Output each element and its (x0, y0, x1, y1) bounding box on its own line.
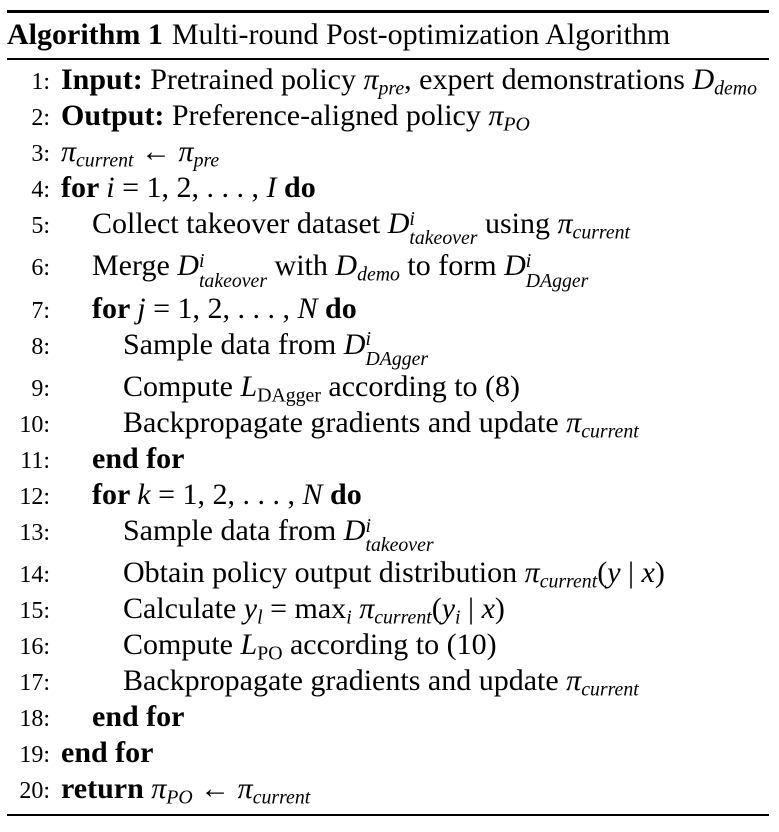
text-segment: N (302, 477, 323, 511)
keyword: end for (92, 441, 185, 475)
text-segment: Compute (123, 369, 241, 403)
line-content (50, 700, 768, 734)
line-number: 11: (20, 447, 50, 474)
text-segment: Backpropagate gradients and update (123, 664, 567, 698)
line-content (50, 369, 768, 407)
subscript: PO (503, 113, 530, 136)
keyword: do (322, 477, 362, 511)
keyword: end for (61, 736, 154, 770)
line-number: 4: (31, 177, 50, 203)
line-content (50, 592, 768, 629)
math-var: πPO (488, 99, 530, 136)
algorithm-line-16 (7, 628, 768, 664)
line-content (50, 135, 768, 172)
text-segment: , expert demonstrations (404, 63, 693, 96)
keyword: return (61, 772, 152, 806)
line-number: 15: (19, 598, 50, 625)
keyword: end for (92, 700, 185, 734)
text-segment: ) (654, 556, 665, 590)
line-content (50, 664, 768, 701)
algorithm-title: Multi-round Post-optimization Algorithm (171, 18, 671, 51)
text-segment: according to (8) (320, 369, 521, 403)
math-var: D i DAgger (343, 327, 429, 371)
text-segment: Calculate (123, 592, 244, 626)
math-var: πcurrent (566, 405, 639, 443)
text-segment: Backpropagate gradients and update (123, 405, 567, 439)
algorithm-line-5 (7, 207, 768, 249)
line-content (50, 628, 768, 665)
text-segment: Obtain policy output distribution (123, 556, 525, 590)
keyword: for (92, 477, 138, 511)
math-var: πPO (151, 772, 193, 809)
line-number: 10: (19, 411, 50, 438)
subscript: current (572, 221, 631, 244)
subscript: pre (378, 77, 405, 100)
subscript: i (455, 606, 461, 629)
text-segment: j (137, 291, 146, 325)
subscript: DAgger (257, 384, 321, 407)
text-segment: = 1, 2, . . . , (114, 171, 267, 204)
line-content (50, 736, 768, 770)
algorithm-line-19 (7, 736, 768, 772)
subscript: current (252, 786, 311, 809)
stacked-scripts: i takeover (409, 207, 478, 250)
text-segment: | (620, 556, 642, 590)
text-segment: ( (431, 592, 442, 626)
algorithm-line-15 (7, 592, 768, 628)
algorithm-body (0, 60, 779, 814)
algorithm-line-7 (7, 292, 768, 328)
math-var: πcurrent (557, 207, 631, 244)
algorithm-line-20 (7, 772, 768, 808)
text-segment: ← (192, 772, 238, 806)
line-content (50, 99, 768, 136)
algorithm-line-17 (7, 664, 768, 700)
subscript: i (346, 606, 352, 629)
line-number: 14: (19, 562, 50, 589)
line-content (50, 442, 768, 476)
algorithm-label: Algorithm 1 (7, 18, 163, 51)
algorithm-line-18 (7, 700, 768, 736)
line-content (50, 556, 768, 593)
keyword: for (92, 291, 138, 325)
text-segment: Collect takeover dataset (92, 207, 388, 240)
keyword: do (276, 171, 316, 204)
line-number: 5: (31, 213, 50, 239)
line-content (50, 405, 768, 443)
algorithm-line-3 (7, 135, 768, 171)
text-segment: Sample data from (123, 513, 344, 547)
text-segment: x (481, 592, 495, 626)
keyword: Output: (61, 99, 172, 132)
line-number: 1: (31, 69, 50, 95)
line-number: 7: (31, 297, 50, 324)
subscript: PO (257, 642, 283, 665)
keyword: for (61, 171, 107, 204)
math-var: πcurrent (237, 772, 311, 809)
stacked-scripts: i takeover (365, 514, 434, 557)
line-number: 3: (31, 141, 50, 167)
text-segment: Pretrained policy (150, 63, 364, 96)
math-var: Ddemo (692, 63, 757, 100)
algorithm-line-11 (7, 442, 768, 478)
text-segment: Merge (92, 249, 178, 283)
subscript: PO (166, 786, 193, 809)
text-segment: Compute (123, 628, 241, 662)
line-content (27, 63, 768, 100)
line-content (50, 207, 768, 249)
math-var: yl (243, 592, 263, 629)
math-var: D i DAgger (504, 249, 589, 292)
line-number: 19: (19, 742, 50, 769)
math-var: maxi (294, 592, 352, 629)
line-content (50, 478, 768, 512)
text-segment: | (460, 592, 482, 626)
line-number: 9: (31, 375, 50, 402)
algorithm-line-13 (7, 514, 768, 556)
subscript: pre (193, 149, 220, 172)
line-number: 18: (19, 706, 50, 733)
math-var: πcurrent (524, 556, 598, 593)
math-var: yi (441, 592, 461, 629)
subscript: current (581, 420, 639, 443)
text-segment: Preference-aligned policy (171, 99, 489, 132)
subscript: current (374, 606, 432, 629)
line-content (50, 514, 768, 556)
line-number: 17: (19, 670, 50, 697)
text-segment: = 1, 2, . . . , (150, 477, 303, 511)
subscript: current (539, 570, 598, 593)
algorithm-line-6 (7, 249, 768, 291)
text-segment: using (477, 207, 558, 240)
text-segment: according to (10) (282, 628, 497, 662)
math-var: Ddemo (335, 249, 400, 286)
line-number: 8: (31, 333, 50, 360)
text-segment: i (106, 171, 115, 204)
text-segment: I (266, 171, 277, 204)
algorithm-line-9 (7, 370, 768, 406)
math-var: πcurrent (61, 135, 134, 172)
text-segment: y (607, 556, 621, 590)
stacked-scripts: i takeover (198, 249, 268, 292)
math-var: πpre (363, 63, 405, 100)
algorithm-line-12 (7, 478, 768, 514)
math-var: LDAgger (240, 369, 321, 407)
stacked-scripts: i DAgger (525, 249, 589, 292)
line-number: 20: (19, 778, 50, 805)
text-segment: Sample data from (123, 327, 344, 361)
bottom-rule (7, 814, 769, 816)
line-number: 12: (19, 483, 50, 510)
math-var: πcurrent (566, 664, 639, 701)
line-content (50, 171, 768, 205)
line-number: 16: (19, 634, 50, 661)
text-segment: x (641, 556, 655, 590)
algorithm-line-4 (7, 171, 768, 207)
text-segment: k (137, 477, 151, 511)
algorithm-line-1 (7, 63, 768, 99)
algorithm-line-8 (7, 328, 768, 370)
text-segment: with (267, 249, 336, 283)
line-number: 6: (31, 255, 50, 282)
line-number: 2: (31, 105, 50, 131)
subscript: demo (357, 263, 400, 286)
line-content (50, 772, 768, 809)
subscript: current (581, 678, 639, 701)
text-segment: ( (597, 556, 608, 590)
math-var: πpre (178, 135, 220, 172)
line-content (50, 292, 768, 326)
text-segment: = (262, 592, 295, 626)
algorithm-line-2 (7, 99, 768, 135)
math-var: D i takeover (387, 207, 478, 250)
line-content (50, 249, 768, 291)
text-segment: ) (494, 592, 505, 626)
subscript: demo (714, 77, 757, 100)
text-segment: ← (133, 135, 179, 168)
stacked-scripts: i DAgger (365, 328, 429, 371)
algorithm-line-14 (7, 556, 768, 592)
algorithm-line-10 (7, 406, 768, 442)
line-number: 13: (19, 519, 50, 546)
text-segment: N (297, 291, 318, 325)
math-var: πcurrent (359, 592, 432, 629)
math-var: D i takeover (177, 249, 268, 292)
keyword: do (317, 291, 357, 325)
math-var: D i takeover (343, 513, 434, 557)
subscript: l (257, 606, 263, 629)
math-var: LPO (240, 628, 283, 665)
subscript: current (76, 149, 134, 172)
algorithm-header (0, 13, 779, 58)
keyword: Input: (61, 63, 151, 96)
text-segment: = 1, 2, . . . , (145, 291, 298, 325)
line-content (50, 328, 768, 370)
text-segment: to form (399, 249, 505, 283)
